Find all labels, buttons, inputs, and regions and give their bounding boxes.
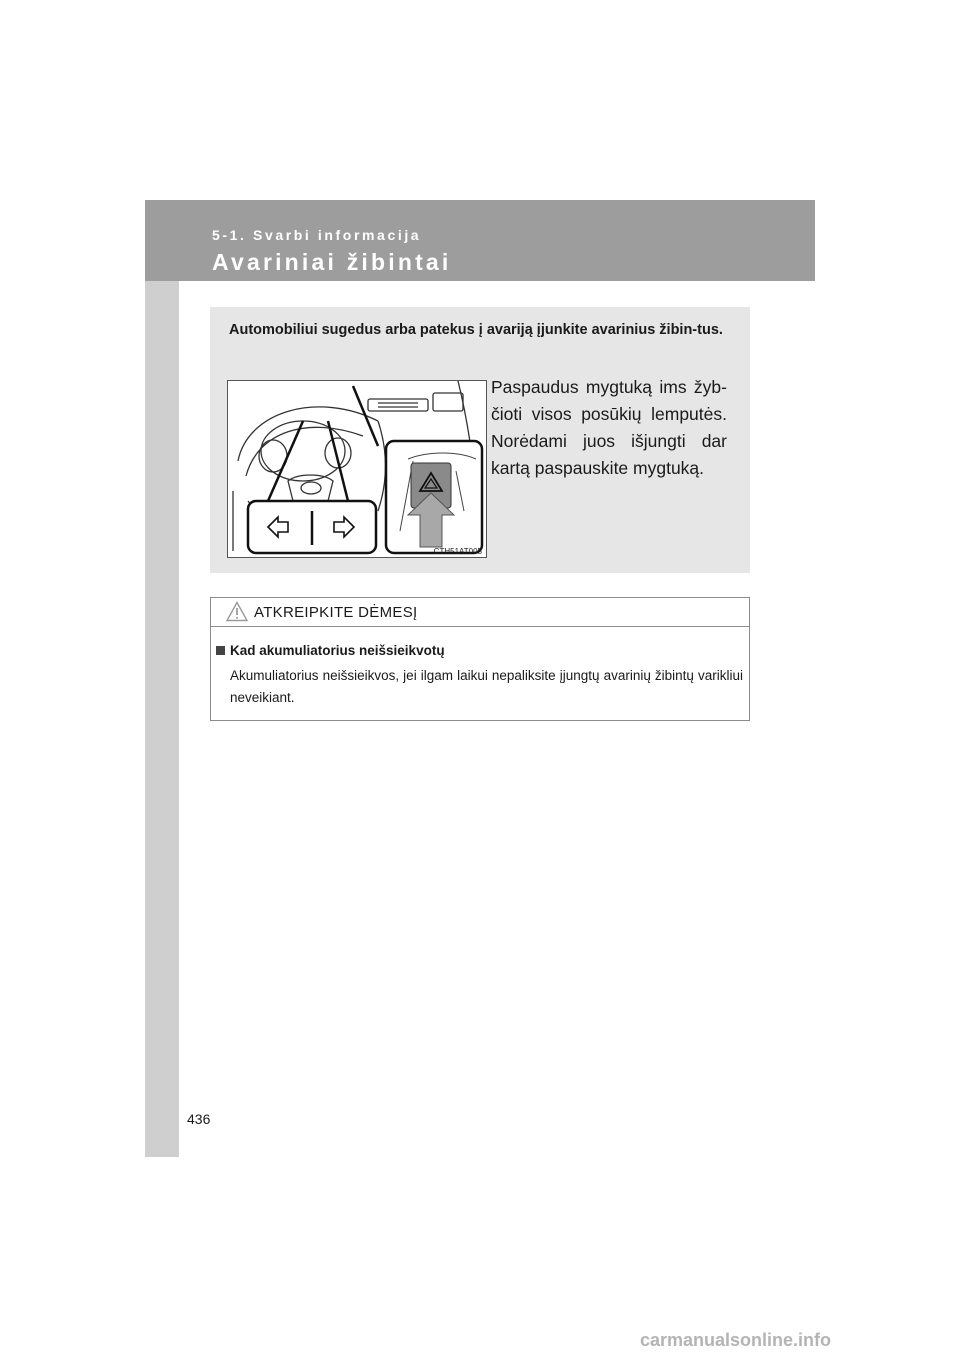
page-number: 436 bbox=[187, 1111, 211, 1127]
watermark: carmanualsonline.info bbox=[640, 1330, 832, 1350]
square-bullet-icon bbox=[216, 646, 225, 655]
description-text: Paspaudus mygtuką ims žyb-čioti visos posūkių lemputės. Norėdami juos išjungti dar kartą paspauskite mygtuką. bbox=[491, 377, 727, 478]
dashboard-drawing bbox=[228, 381, 486, 557]
caution-header bbox=[211, 598, 749, 627]
side-tab-bar bbox=[145, 200, 179, 1157]
intro-box bbox=[210, 307, 750, 573]
caution-item-title bbox=[216, 643, 445, 658]
caution-body: Akumuliatorius neišsieikvos, jei ilgam laikui nepaliksite įjungtų avarinių žibintų varikliui neveikiant. bbox=[230, 668, 743, 705]
page-title: Avariniai žibintai bbox=[212, 249, 452, 275]
section-label: 5-1. Svarbi informacija bbox=[212, 227, 422, 243]
illustration-code: CTH51AT005 bbox=[433, 547, 482, 556]
hazard-switch-illustration bbox=[227, 380, 487, 558]
warning-triangle-icon bbox=[226, 601, 248, 622]
caution-box bbox=[210, 597, 750, 721]
intro-text: Automobiliui sugedus arba patekus į avariją įjunkite avarinius žibin-tus. bbox=[229, 322, 723, 338]
chapter-header bbox=[145, 200, 815, 281]
caution-title: ATKREIPKITE DĖMESĮ bbox=[254, 604, 418, 621]
caution-item-title-text: Kad akumuliatorius neišsieikvotų bbox=[230, 643, 445, 658]
